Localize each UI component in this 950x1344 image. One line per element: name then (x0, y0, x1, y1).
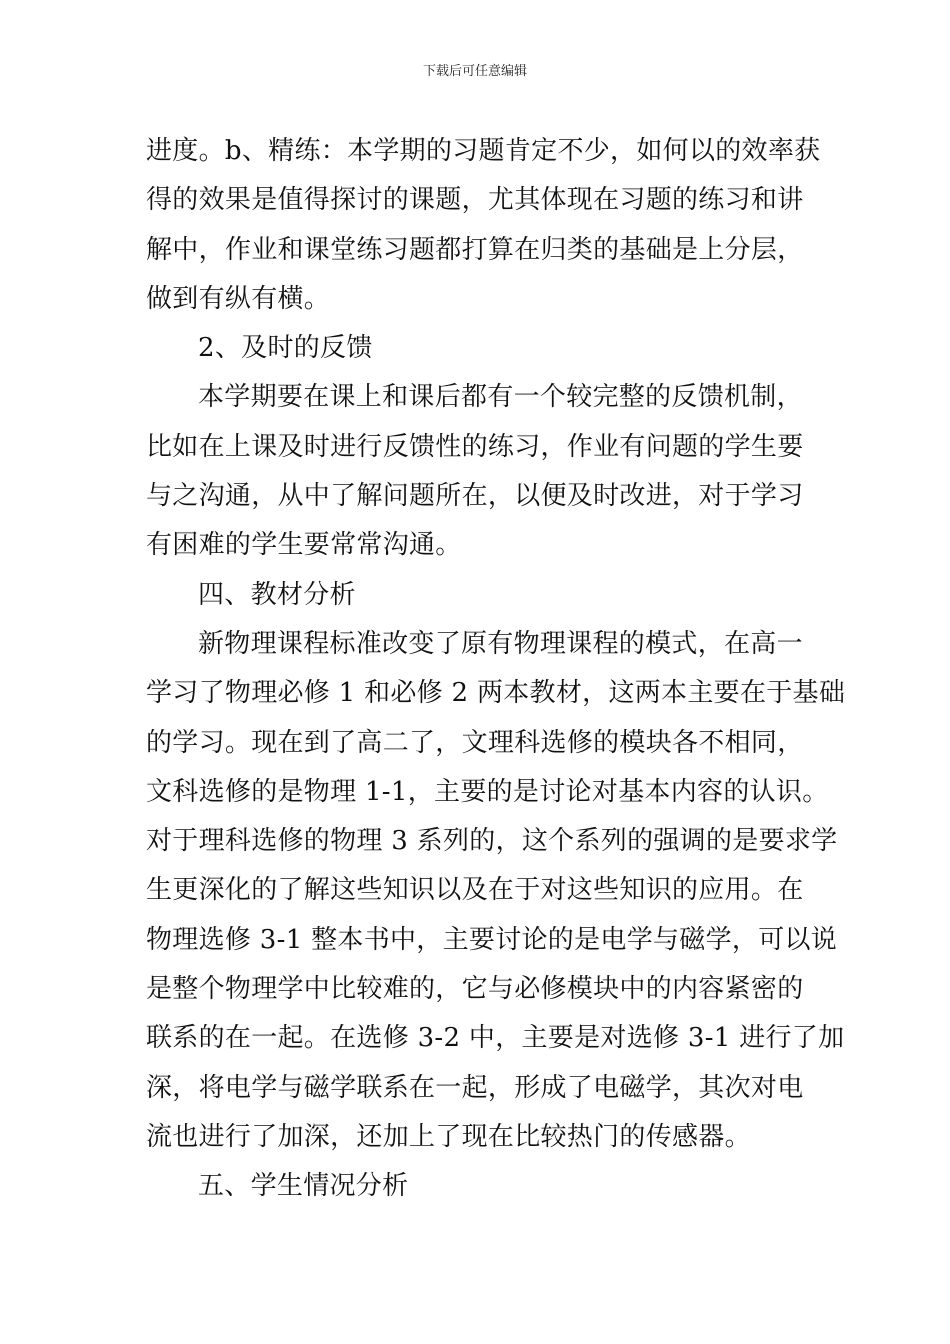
text-line: 本学期要在课上和课后都有一个较完整的反馈机制， (198, 382, 803, 413)
text-line: 与之沟通，从中了解问题所在，以便及时改进，对于学习 (146, 481, 804, 512)
document-body (146, 127, 846, 1212)
text-line: 学习了物理必修 1 和必修 2 两本教材，这两本主要在于基础 (146, 678, 846, 709)
text-line: 对于理科选修的物理 3 系列的，这个系列的强调的是要求学 (146, 826, 838, 857)
text-line: 得的效果是值得探讨的课题，尤其体现在习题的练习和讲 (146, 185, 804, 216)
page-header: 下载后可任意编辑 (422, 64, 527, 79)
text-line: 物理选修 3-1 整本书中，主要讨论的是电学与磁学，可以说 (146, 924, 838, 955)
text-line: 是整个物理学中比较难的，它与必修模块中的内容紧密的 (146, 974, 804, 1005)
text-line: 比如在上课及时进行反馈性的练习，作业有问题的学生要 (146, 431, 804, 462)
text-line: 联系的在一起。在选修 3-2 中，主要是对选修 3-1 进行了加 (146, 1023, 845, 1054)
text-line: 解中，作业和课堂练习题都打算在归类的基础是上分层， (146, 234, 804, 265)
text-line: 做到有纵有横。 (146, 283, 331, 314)
text-line: 生更深化的了解这些知识以及在于对这些知识的应用。在 (146, 875, 804, 906)
text-line: 流也进行了加深，还加上了现在比较热门的传感器。 (146, 1121, 751, 1152)
text-line: 的学习。现在到了高二了，文理科选修的模块各不相同， (146, 727, 804, 758)
text-line: 深，将电学与磁学联系在一起，形成了电磁学，其次对电 (146, 1072, 804, 1103)
section-heading: 五、学生情况分析 (198, 1171, 409, 1202)
section-heading: 2、及时的反馈 (198, 333, 373, 364)
text-line: 文科选修的是物理 1-1，主要的是讨论对基本内容的认识。 (146, 776, 829, 807)
text-line: 进度。b、精练：本学期的习题肯定不少，如何以的效率获 (146, 136, 821, 166)
section-heading: 四、教材分析 (198, 579, 356, 610)
text-line: 新物理课程标准改变了原有物理课程的模式，在高一 (198, 628, 803, 659)
text-line: 有困难的学生要常常沟通。 (146, 530, 462, 561)
